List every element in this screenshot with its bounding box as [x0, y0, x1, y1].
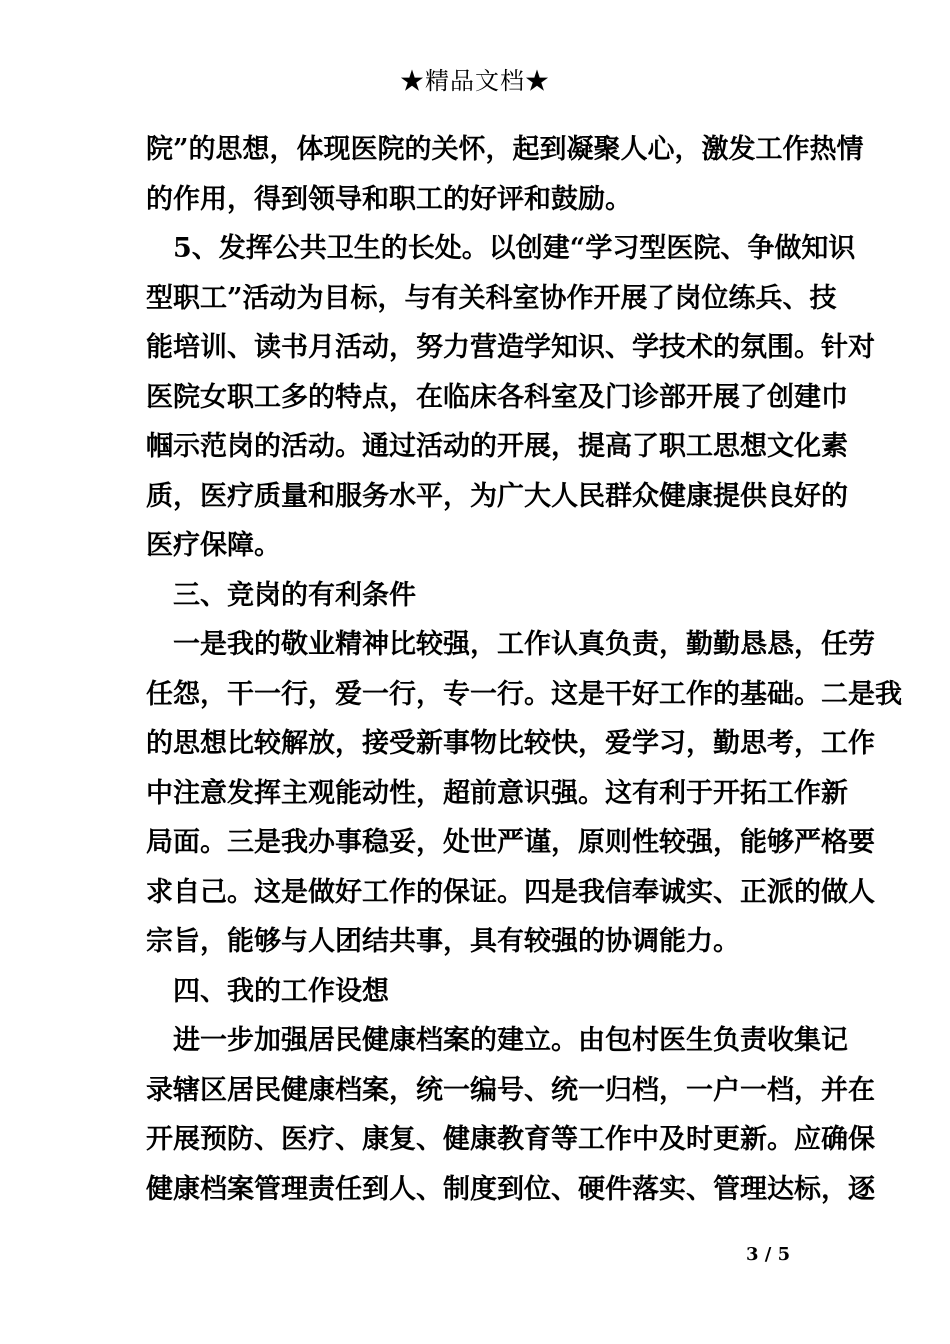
text-line: 质，医疗质量和服务水平，为广大人民群众健康提供良好的: [146, 480, 848, 512]
text-line: 录辖区居民健康档案，统一编号、统一归档，一户一档，并在: [146, 1074, 875, 1106]
text-line: 帼示范岗的活动。通过活动的开展，提高了职工思想文化素: [146, 431, 848, 462]
text-line: 医院女职工多的特点，在临床各科室及门诊部开展了创建巾: [146, 381, 848, 413]
text-line: 能培训、读书月活动，努力营造学知识、学技术的氛围。针对: [146, 332, 875, 363]
text-line: 进一步加强居民健康档案的建立。由包村医生负责收集记: [173, 1025, 848, 1056]
text-line: 局面。三是我办事稳妥，处世严谨，原则性较强，能够严格要: [146, 827, 875, 858]
text-line: 5、发挥公共卫生的长处。以创建“学习型医院、争做知识: [173, 233, 856, 264]
text-line: 一是我的敬业精神比较强，工作认真负责，勤勤恳恳，任劳: [173, 629, 875, 660]
text-line: 健康档案管理责任到人、制度到位、硬件落实、管理达标，逐: [146, 1173, 875, 1205]
text-line: 宗旨，能够与人团结共事，具有较强的协调能力。: [146, 926, 740, 957]
text-line: 的作用，得到领导和职工的好评和鼓励。: [146, 183, 632, 215]
section-heading: 四、我的工作设想: [173, 975, 389, 1007]
section-heading: 三、竞岗的有利条件: [173, 579, 416, 611]
body-text: [146, 125, 902, 1214]
text-line: 的思想比较解放，接受新事物比较快，爱学习，勤思考，工作: [146, 728, 875, 759]
text-line: 开展预防、医疗、康复、健康教育等工作中及时更新。应确保: [146, 1124, 875, 1155]
header-title: ★精品文档★: [400, 67, 550, 95]
text-line: 求自己。这是做好工作的保证。四是我信奉诚实、正派的做人: [146, 876, 875, 908]
text-line: 型职工”活动为目标，与有关科室协作开展了岗位练兵、技: [146, 282, 837, 314]
page-number: 3 / 5: [746, 1244, 791, 1265]
text-line: 中注意发挥主观能动性，超前意识强。这有利于开拓工作新: [146, 777, 848, 809]
text-line: 院”的思想，体现医院的关怀，起到凝聚人心，激发工作热情: [146, 134, 864, 165]
text-line: 任怨，干一行，爱一行，专一行。这是干好工作的基础。二是我: [146, 678, 902, 710]
text-line: 医疗保障。: [146, 530, 281, 561]
